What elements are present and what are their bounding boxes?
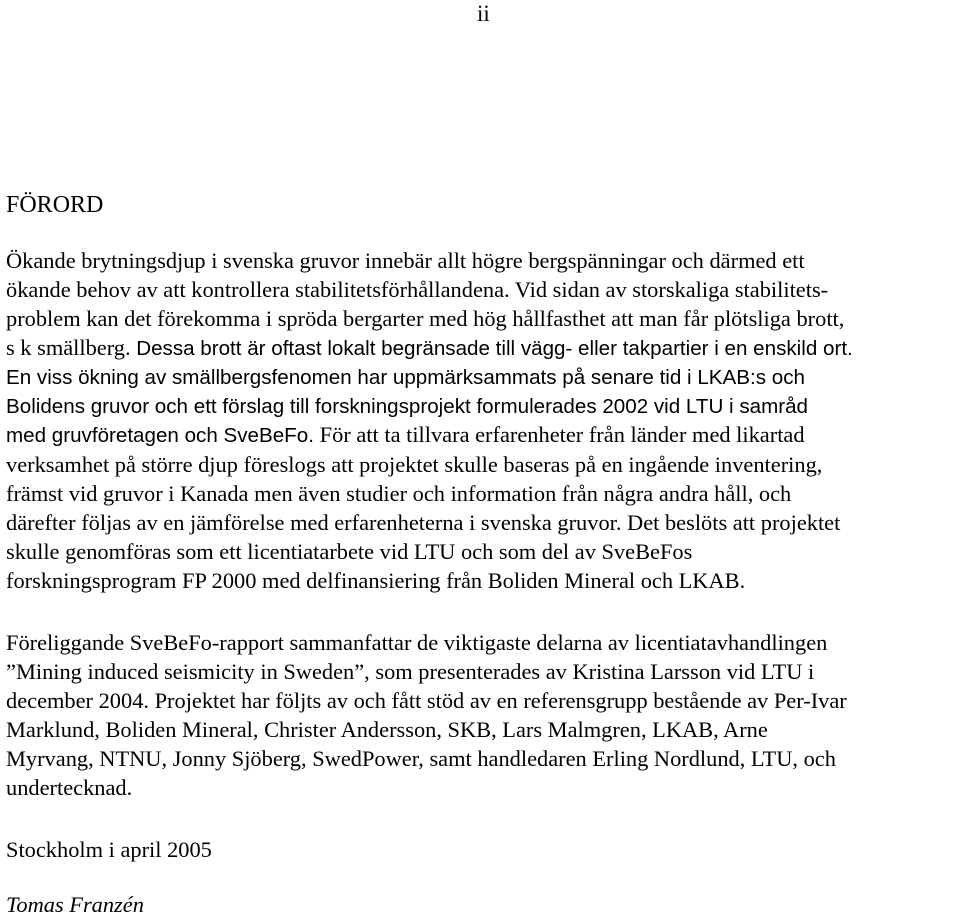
text-segment-serif: För att ta tillvara erfarenheter från länder med likartad [319,422,805,448]
text-segment-serif: s k smällberg. [6,334,137,360]
text-line: Marklund, Boliden Mineral, Christer Andersson, SKB, Lars Malmgren, LKAB, Arne [6,716,768,742]
place-date: Stockholm i april 2005 [6,837,212,862]
text-line: Föreliggande SveBeFo-rapport sammanfattar de viktigaste delarna av licentiatavhandlingen [6,630,828,655]
text-line: Ökande brytningsdjup i svenska gruvor innebär allt högre bergspänningar och därmed ett [6,248,805,273]
text-line: skulle genomföras som ett licentiatarbete vid LTU och som del av SveBeFos [6,539,693,565]
text-line: därefter följas av en jämförelse med erfarenheterna i svenska gruvor. Det beslöts att projektet [6,510,841,536]
page-title: FÖRORD [6,192,104,218]
foreword-paragraph-2 [6,629,954,802]
text-line: undertecknad. [6,774,133,800]
text-line: Myrvang, NTNU, Jonny Sjöberg, SwedPower, samt handledaren Erling Nordlund, LTU, och [6,745,836,771]
text-line: problem kan det förekomma i spröda bergarter med hög hållfasthet att man får plötsliga brott, [6,305,845,331]
text-segment-sans: Dessa brott är oftast lokalt begränsade till vägg- eller takpartier i en enskild ort. [136,336,853,360]
text-line [6,421,954,451]
page-number: ii [477,1,490,26]
text-line: Bolidens gruvor och ett förslag till forskningsprojekt formulerades 2002 vid LTU i samråd [6,394,808,418]
text-line: december 2004. Projektet har följts av och fått stöd av en referensgrupp bestående av Per-Ivar [6,687,847,713]
text-line: ”Mining induced seismicity in Sweden”, som presenterades av Kristina Larsson vid LTU i [6,658,815,684]
text-line: verksamhet på större djup föreslogs att projektet skulle baseras på en ingående inventering, [6,452,823,478]
text-line: En viss ökning av smällbergsfenomen har uppmärksammats på senare tid i LKAB:s och [6,365,805,389]
text-line: ökande behov av att kontrollera stabilitetsförhållandena. Vid sidan av storskaliga stabilitets- [6,276,829,302]
text-line: främst vid gruvor i Kanada men även studier och information från några andra håll, och [6,481,792,507]
text-line [6,334,954,364]
text-segment-sans: med gruvföretagen och SveBeFo. [6,424,320,448]
text-line: forskningsprogram FP 2000 med delfinansiering från Boliden Mineral och LKAB. [6,567,746,593]
author-signature: Tomas Franzén [6,892,144,917]
foreword-paragraph-1 [6,247,954,596]
